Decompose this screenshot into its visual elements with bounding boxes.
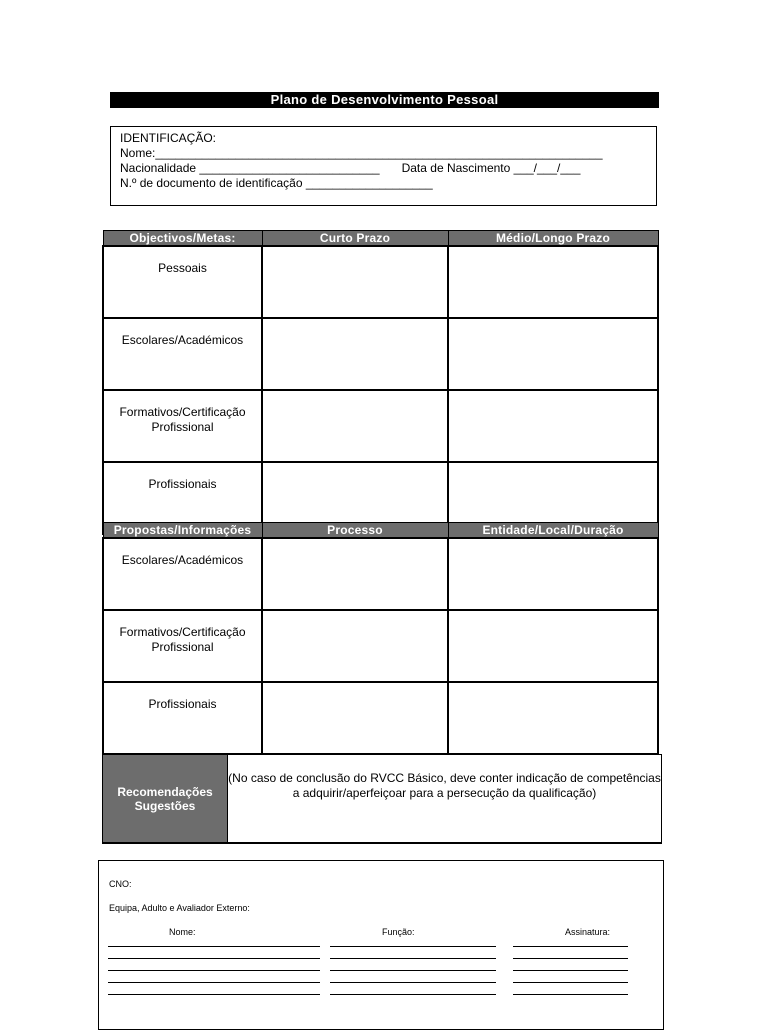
proposals-header-process: Processo (262, 523, 448, 539)
role-line[interactable] (330, 958, 496, 959)
table-row (103, 610, 658, 682)
signature-line[interactable] (513, 994, 628, 995)
table-row (103, 538, 658, 610)
team-label: Equipa, Adulto e Avaliador Externo: (109, 903, 250, 913)
row-label-formativos: Formativos/Certificação Profissional (103, 390, 262, 462)
objectives-header-goals: Objectivos/Metas: (103, 231, 262, 247)
cell-long-term[interactable] (448, 318, 658, 390)
cell-process[interactable] (262, 610, 448, 682)
name-line[interactable] (108, 958, 320, 959)
role-line[interactable] (330, 946, 496, 947)
row-label-profissionais: Profissionais (103, 462, 262, 534)
row-label-pessoais: Pessoais (103, 246, 262, 318)
cell-short-term[interactable] (262, 390, 448, 462)
recommendations-label-line2: Sugestões (134, 798, 196, 813)
identification-section (110, 126, 657, 206)
nationality-field[interactable]: Nacionalidade ___________________________ (120, 161, 380, 175)
column-role-label: Função: (382, 927, 415, 937)
objectives-header-long-term: Médio/Longo Prazo (448, 231, 658, 247)
proposals-header-entity: Entidade/Local/Duração (448, 523, 658, 539)
identification-heading: IDENTIFICAÇÃO: (120, 131, 217, 145)
cell-entity[interactable] (448, 682, 658, 754)
signature-line[interactable] (513, 958, 628, 959)
name-field[interactable]: Nome:___________________________________________________________________ (120, 146, 603, 160)
cell-long-term[interactable] (448, 390, 658, 462)
cno-label: CNO: (109, 879, 132, 889)
cell-process[interactable] (262, 538, 448, 610)
recommendations-section (102, 754, 662, 844)
row-label-profissionais: Profissionais (103, 682, 262, 754)
cell-long-term[interactable] (448, 246, 658, 318)
role-line[interactable] (330, 970, 496, 971)
table-row (103, 246, 658, 318)
signature-line[interactable] (513, 982, 628, 983)
proposals-table (102, 522, 659, 755)
table-row (103, 318, 658, 390)
name-line[interactable] (108, 970, 320, 971)
cell-short-term[interactable] (262, 246, 448, 318)
cell-entity[interactable] (448, 538, 658, 610)
objectives-header-short-term: Curto Prazo (262, 231, 448, 247)
recommendations-label-line1: Recomendações (117, 784, 213, 799)
signature-line[interactable] (513, 946, 628, 947)
row-label-escolares: Escolares/Académicos (103, 538, 262, 610)
name-line[interactable] (108, 982, 320, 983)
page-title: Plano de Desenvolvimento Pessoal (110, 92, 659, 108)
role-line[interactable] (330, 994, 496, 995)
document-number-field[interactable]: N.º de documento de identificação ___________________ (120, 176, 433, 190)
name-line[interactable] (108, 994, 320, 995)
nationality-birthdate-row (120, 161, 647, 176)
signatures-section (98, 860, 664, 1030)
table-row (103, 682, 658, 754)
recommendations-text[interactable]: (No caso de conclusão do RVCC Básico, deve conter indicação de competências a adquirir/aperfeiçoar para a persecução da qualificação) (228, 771, 661, 800)
recommendations-label (103, 755, 228, 842)
row-label-formativos: Formativos/Certificação Profissional (103, 610, 262, 682)
row-label-escolares: Escolares/Académicos (103, 318, 262, 390)
proposals-header-info: Propostas/Informações (103, 523, 262, 539)
role-line[interactable] (330, 982, 496, 983)
cell-process[interactable] (262, 682, 448, 754)
column-name-label: Nome: (169, 927, 196, 937)
table-row (103, 390, 658, 462)
cell-short-term[interactable] (262, 318, 448, 390)
column-signature-label: Assinatura: (565, 927, 611, 937)
name-line[interactable] (108, 946, 320, 947)
birthdate-field[interactable]: Data de Nascimento ___/___/___ (401, 161, 581, 175)
cell-entity[interactable] (448, 610, 658, 682)
objectives-table (102, 230, 659, 535)
signature-line[interactable] (513, 970, 628, 971)
